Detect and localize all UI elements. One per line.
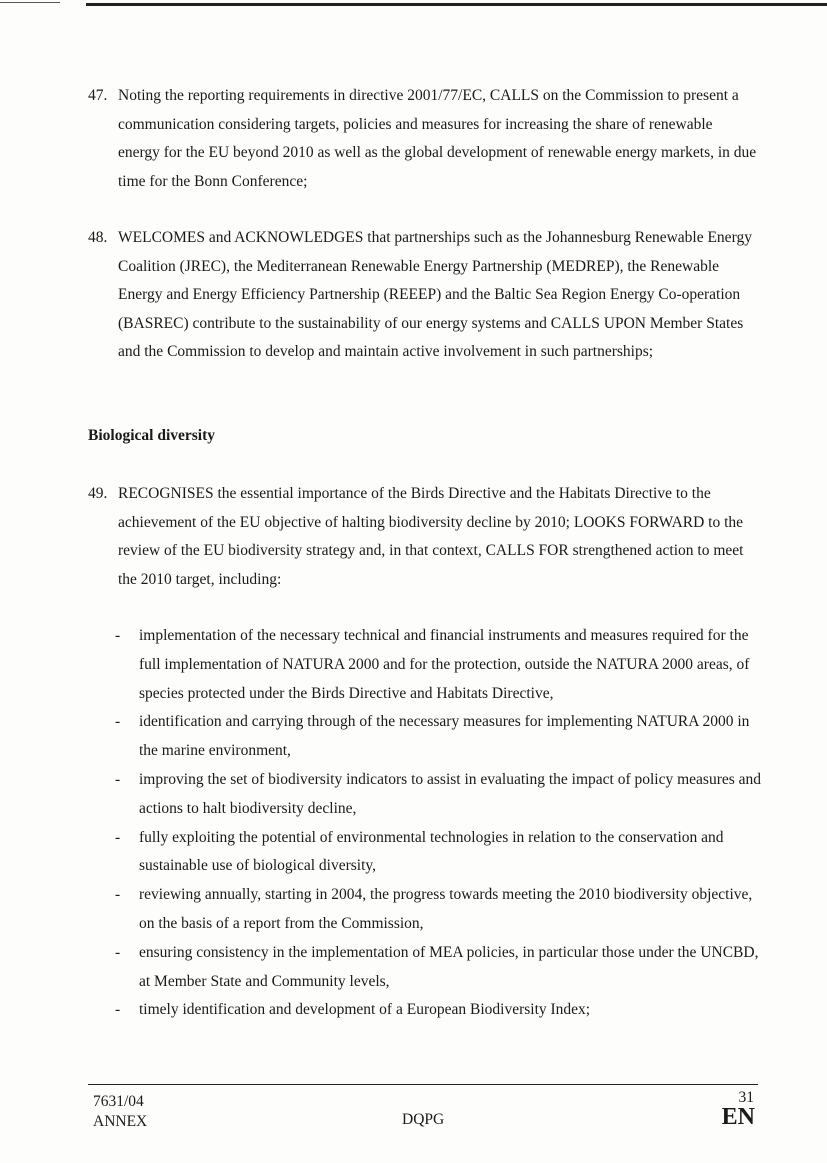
paragraph-number: 48. [88, 229, 108, 246]
paragraph-number: 47. [88, 87, 108, 104]
bullet-dash: - [115, 828, 121, 846]
list-item-text: implementation of the necessary technical and financial instruments and measures required for the full implementation of NATURA 2000 and for the protection, outside the NATURA 2000 areas, of species protected under the Birds Directive and Habitats Directive, [139, 627, 750, 702]
document-reference: 7631/04 [93, 1093, 144, 1110]
paragraph-text: RECOGNISES the essential importance of the Birds Directive and the Habitats Directive to the achievement of the EU objective of halting biodiversity decline by 2010; LOOKS FORWARD to the review of the EU biodiversity strategy and, in that context, CALLS FOR strengthened action to meet the 2010 target, including: [118, 485, 744, 588]
bullet-dash: - [115, 943, 121, 961]
list-item [115, 824, 765, 882]
list-item [115, 939, 765, 997]
list-item [115, 996, 765, 1025]
measures-list [115, 622, 765, 1025]
list-item [115, 622, 765, 708]
list-item [115, 766, 765, 824]
paragraph-text: Noting the reporting requirements in directive 2001/77/EC, CALLS on the Commission to present a communication considering targets, policies and measures for increasing the share of renewable energy for the EU beyond 2010 as well as the global development of renewable energy markets, in due time for the Bonn Conference; [118, 87, 757, 190]
bullet-dash: - [115, 1001, 121, 1019]
list-item-text: reviewing annually, starting in 2004, the progress towards meeting the 2010 biodiversity objective, on the basis of a report from the Commission, [139, 886, 753, 932]
list-item-text: identification and carrying through of the necessary measures for implementing NATURA 2000 in the marine environment, [139, 713, 750, 760]
list-item-text: fully exploiting the potential of environmental technologies in relation to the conservation and sustainable use of biological diversity, [139, 828, 724, 875]
list-item [115, 708, 765, 766]
bullet-dash: - [115, 770, 121, 788]
list-item-text: improving the set of biodiversity indicators to assist in evaluating the impact of policy measures and actions to halt biodiversity decline, [139, 770, 762, 817]
bullet-dash: - [115, 886, 121, 904]
list-item-text: timely identification and development of a European Biodiversity Index; [139, 1001, 591, 1019]
department-code: DQPG [402, 1111, 445, 1128]
paragraph-text: WELCOMES and ACKNOWLEDGES that partnerships such as the Johannesburg Renewable Energy Coalition (JREC), the Mediterranean Renewable Energy Partnership (MEDREP), the Renewable Energy and Energy Efficiency Partnership (REEEP) and the Baltic Sea Region Energy Co-operation (BASREC) contribute to the sustainability of our energy systems and CALLS UPON Member States and the Commission to develop and maintain active involvement in such partnerships; [118, 229, 752, 361]
paragraph-49 [88, 480, 758, 594]
list-item [115, 881, 765, 939]
bullet-dash: - [115, 627, 121, 644]
footer-rule [88, 1084, 758, 1085]
top-rule [0, 0, 827, 8]
paragraph-48 [88, 224, 758, 367]
section-heading: Biological diversity [88, 427, 216, 444]
page-number: 31 [738, 1089, 754, 1106]
paragraph-47 [88, 82, 758, 196]
paragraph-number: 49. [88, 485, 108, 502]
language-code: EN [721, 1104, 755, 1130]
annex-label: ANNEX [93, 1113, 148, 1130]
bullet-dash: - [115, 713, 121, 731]
list-item-text: ensuring consistency in the implementation of MEA policies, in particular those under the UNCBD, at Member State and Community levels, [139, 943, 759, 990]
